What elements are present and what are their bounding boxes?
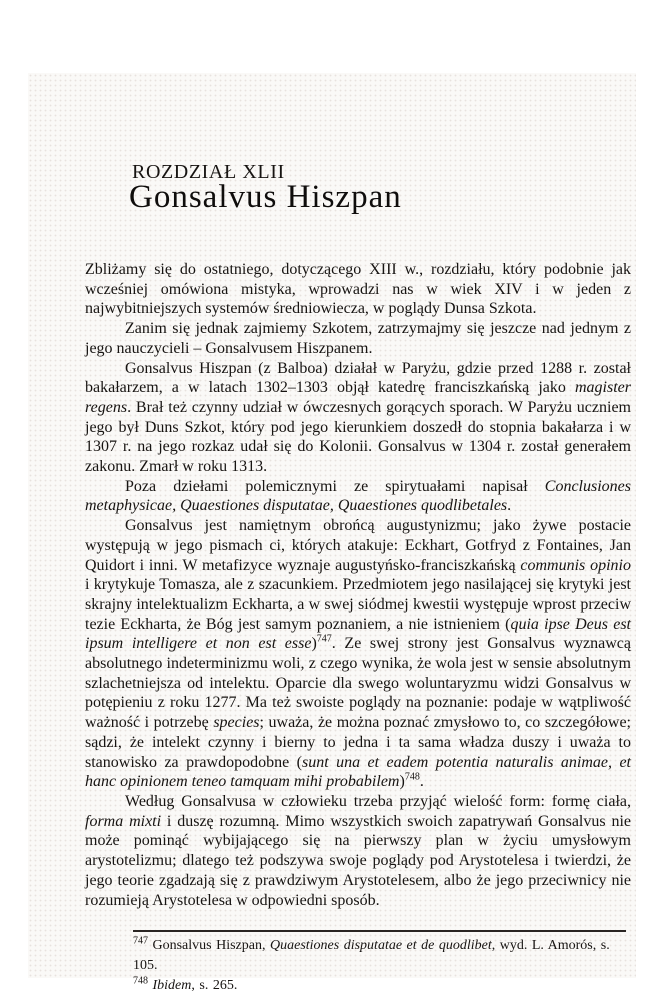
footnote-reference: 747 — [316, 634, 332, 646]
paragraph — [85, 792, 631, 910]
italic-text-run: species — [213, 714, 260, 732]
italic-text-run: communis opinio — [520, 556, 632, 574]
text-run: Według Gonsalvusa w człowieku trzeba przyjąć wielość form: formę ciała, — [125, 792, 631, 810]
paragraph — [85, 516, 631, 792]
scanned-page — [28, 73, 636, 993]
text-run: Gonsalvus jest namiętnym obrońcą augustynizmu; jako żywe postacie występują w jego pismach ci, których atakuje: Eckhart, Gotfryd z Fontaines, Jan Quidort i inni. W metafizyce wyznaje augustyńsko-franciszkańską — [85, 517, 631, 574]
italic-text-run: Conclusiones metaphysicae, Quaestiones disputatae, Quaestiones quodlibetales — [85, 477, 631, 515]
text-run: . Ze swej strony jest Gonsalvus wyznawcą absolutnego indeterminizmu woli, z czego wynika, że wola jest w sensie absolutnym szlachetniejsza od intelektu. Oparcie dla swego woluntaryzmu widzi Gonsalvus w potępieniu z roku 1277. Ma też swoiste poglądy na poznanie: podaje w wątpliwość ważność i potrzebę — [85, 635, 631, 732]
text-run: Zbliżamy się do ostatniego, dotyczącego XIII w., rozdziału, który podobnie jak wcześniej omówiona mistyka, wprowadzi nas w wiek XIV i w jeden z najwybitniejszych systemów średniowiecza, w poglądy Dunsa Szkota. — [85, 261, 631, 318]
paragraph — [85, 359, 631, 477]
body-text — [85, 260, 631, 910]
footnote-divider — [133, 930, 626, 932]
text-run: i duszę rozumną. Mimo wszystkich swoich zapatrywań Gonsalvus nie może pominąć wybijającego się na pierwszy plan w życiu umysłowym arystotelizmu; dlatego też podszywa swoje poglądy pod Arystotelesa i twierdzi, że jego teorie zgadzają się z prawdziwym Arystotelesem, albo że jego przeciwnicy nie rozumieją Arystotelesa w odpowiedni sposób. — [85, 812, 632, 909]
italic-text-run: sunt una et eadem potentia naturalis animae, et hanc opinionem teneo tamquam mihi probabilem — [85, 753, 631, 791]
text-run: . Brał też czynny udział w ówczesnych gorących sporach. W Paryżu uczniem jego był Duns Szkot, który pod jego kierunkiem doszedł do stopnia bakałarza i w 1307 r. na jego rozkaz udał się do Kolonii. Gonsalvus w 1304 r. został generałem zakonu. Zmarł w roku 1313. — [85, 398, 631, 476]
italic-text-run: Ibidem — [152, 978, 192, 993]
paragraph — [85, 477, 631, 516]
chapter-label: ROZDZIAŁ XLII — [132, 161, 285, 183]
text-run: ) — [399, 773, 405, 791]
text-run: Gonsalvus Hiszpan, — [152, 938, 270, 953]
chapter-title: Gonsalvus Hiszpan — [129, 179, 402, 215]
footnote-number: 747 — [133, 935, 148, 947]
text-run: Poza dziełami polemicznymi ze spirytuałami napisał — [125, 477, 545, 495]
italic-text-run: quia ipse Deus est ipsum intelligere et non est esse — [85, 615, 632, 653]
text-run: Zanim się jednak zajmiemy Szkotem, zatrzymajmy się jeszcze nad jednym z jego nauczycieli – Gonsalvusem Hiszpanem. — [85, 320, 631, 357]
text-run: , s. 265. — [191, 978, 238, 993]
text-run: Gonsalvus Hiszpan (z Balboa) działał w Paryżu, gdzie przed 1288 r. został bakałarzem, a w latach 1302–1303 objął katedrę franciszkańską jako — [85, 359, 631, 397]
italic-text-run: Quaestiones disputatae et de quodlibet — [270, 938, 492, 953]
italic-text-run: magister regens — [85, 379, 631, 416]
paragraph — [85, 260, 631, 319]
text-run: . — [419, 773, 424, 791]
text-run: . — [507, 497, 512, 515]
footnote — [133, 976, 630, 996]
text-run: , wyd. L. Amorós, s. 105. — [133, 938, 610, 973]
paragraph — [85, 319, 631, 358]
footnotes — [133, 936, 630, 996]
text-run: i krytykuje Tomasza, ale z szacunkiem. Przedmiotem jego nasilającej się krytyki jest skrajny intelektualizm Eckharta, a w swej siódmej kwestii występuje wprost przeciw tezie Eckharta, że Bóg jest samym poznaniem, a nie istnieniem ( — [85, 576, 631, 633]
footnote-reference: 748 — [404, 771, 420, 783]
text-run: ; uważa, że można poznać zmysłowo to, co szczegółowe; sądzi, że intelekt czynny i bierny to jedna i ta sama władza duszy i uważa to stanowisko za prawdopodobne ( — [85, 714, 631, 771]
italic-text-run: forma mixti — [85, 812, 162, 830]
footnote-number: 748 — [133, 975, 148, 987]
text-run: ) — [311, 635, 317, 653]
footnote — [133, 936, 630, 976]
